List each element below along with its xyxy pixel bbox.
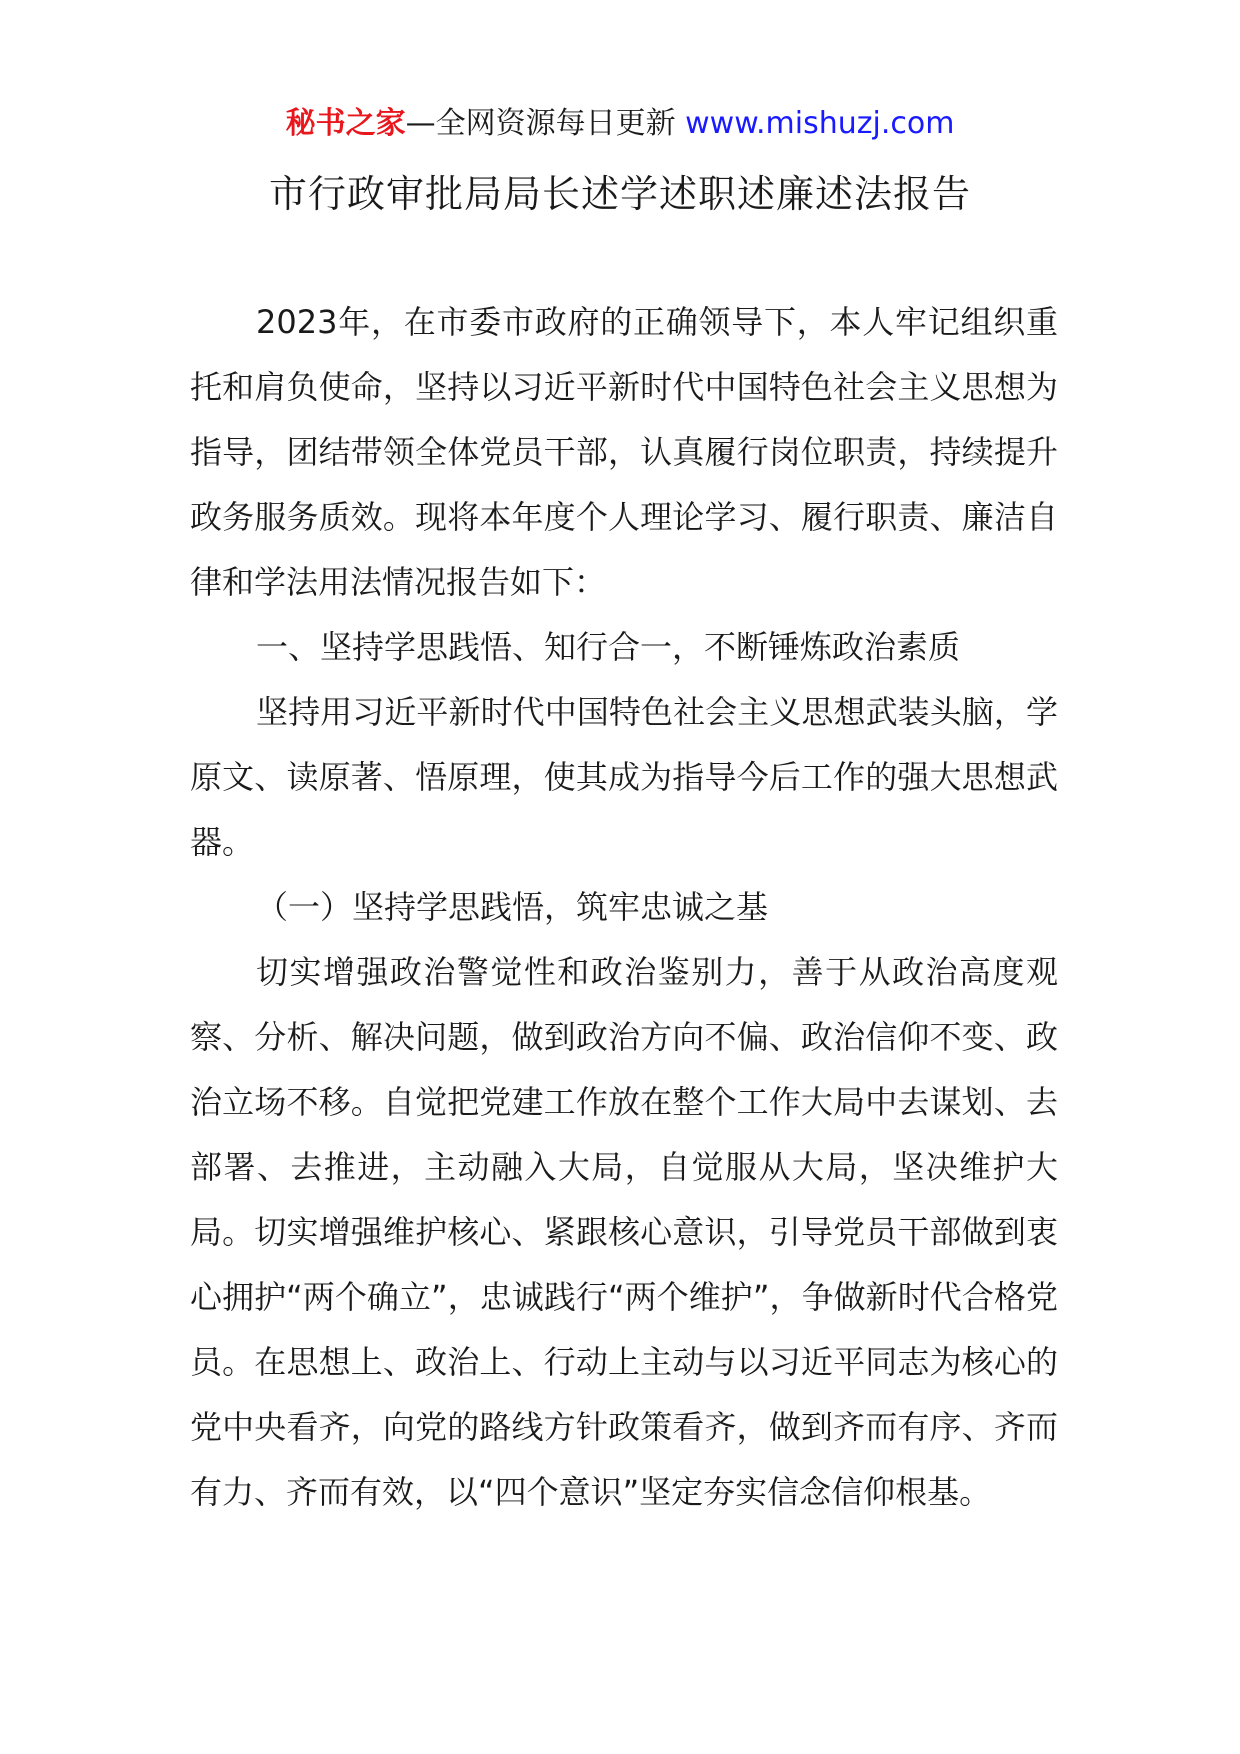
section-1-paragraph: 坚持用习近平新时代中国特色社会主义思想武装头脑，学原文、读原著、悟原理，使其成为指导今后工作的强大思想武器。: [190, 693, 1058, 861]
subsection-heading-1: （一）坚持学思践悟，筑牢忠诚之基: [256, 888, 769, 926]
document-body: [190, 290, 1058, 1525]
site-url[interactable]: www.mishuzj.com: [685, 106, 955, 141]
document-title: 市行政审批局局长述学述职述廉述法报告: [268, 172, 971, 216]
section-heading-1: 一、坚持学思践悟、知行合一，不断锤炼政治素质: [256, 628, 961, 666]
intro-paragraph: 2023年，在市委市政府的正确领导下，本人牢记组织重托和肩负使命，坚持以习近平新时代中国特色社会主义思想为指导，团结带领全体党员干部，认真履行岗位职责，持续提升政务服务质效。现将本年度个人理论学习、履行职责、廉洁自律和学法用法情况报告如下：: [190, 303, 1058, 601]
site-tagline: —全网资源每日更新: [405, 106, 686, 141]
site-header: [0, 104, 1240, 144]
site-brand: 秘书之家: [285, 106, 406, 141]
subsection-1-paragraph: 切实增强政治警觉性和政治鉴别力，善于从政治高度观察、分析、解决问题，做到政治方向不偏、政治信仰不变、政治立场不移。自觉把党建工作放在整个工作大局中去谋划、去部署、去推进，主动融入大局，自觉服从大局，坚决维护大局。切实增强维护核心、紧跟核心意识，引导党员干部做到衷心拥护“两个确立”，忠诚践行“两个维护”，争做新时代合格党员。在思想上、政治上、行动上主动与以习近平同志为核心的党中央看齐，向党的路线方针政策看齐，做到齐而有序、齐而有力、齐而有效，以“四个意识”坚定夯实信念信仰根基。: [190, 953, 1058, 1511]
